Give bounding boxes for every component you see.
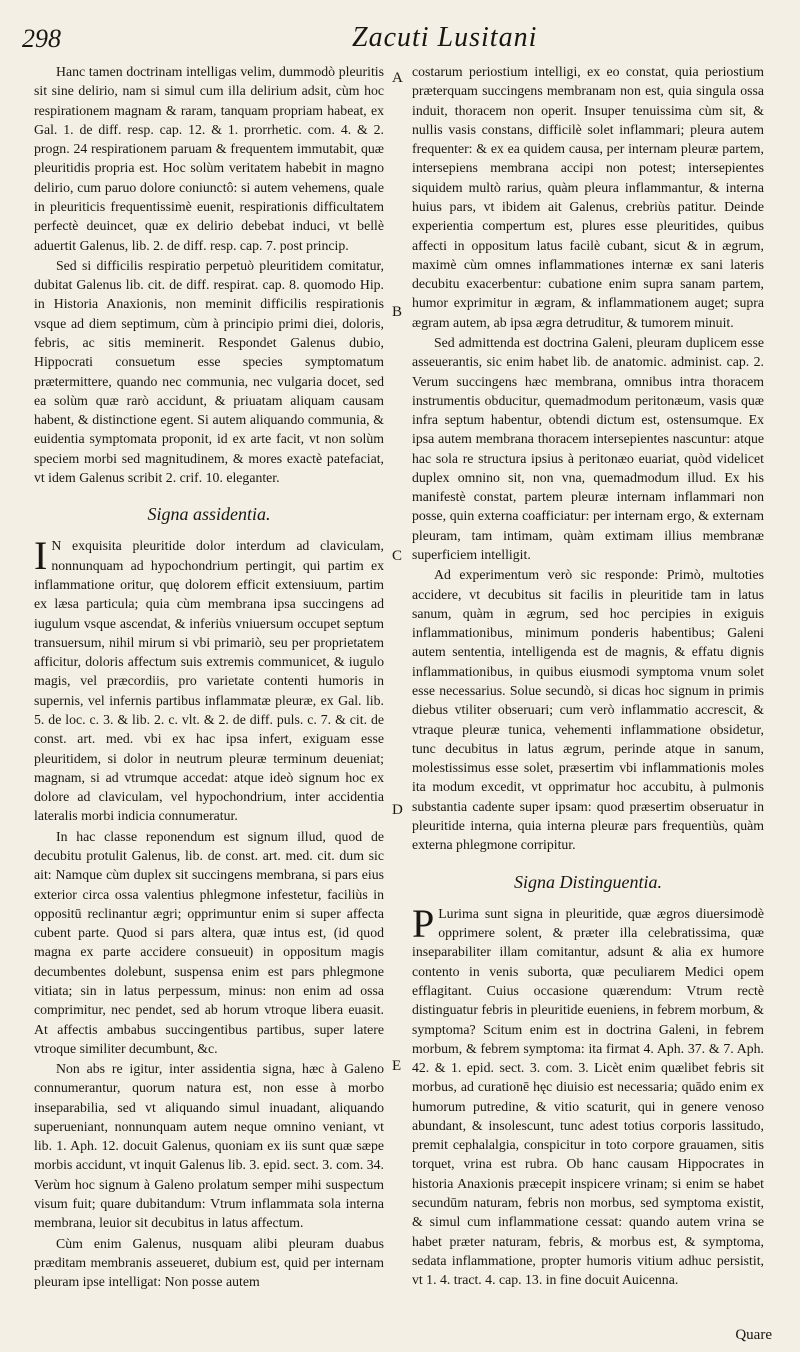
page-number: 298 [22,24,61,53]
paragraph: Ad experimentum verò sic responde: Primò, multoties accidere, vt decubitus sit facilis in pleuritide tam in latus sanum, quàm in ægrum, sed hoc percipies in exiguis inflammationibus, minimum ponderis habentibus; Galeni autem sententia, intelligenda est de magnis, & effatu dignis inflammationibus, in quibus eiusmodi symptoma vnum solet esse necessarius. Solue secundò, si dicas hoc signum in primis diebus vtiliter obseruari; cum verò inflammatio accrescit, & vtraque pleuræ tunica, vehementi inflammatione obsidetur, tunc decubitus in latus ægrum, perinde atque in sanum, molestissimus esse solet, præsertim vbi inflammationis moles ita modum excedit, vt opprimatur hoc accubitu, à pulmonis substantia cadente super ipsam: quod præsertim obseruatur in pleuritide interna, quia interna pleuræ pars frequentiùs, quàm externa phlegmone corripitur. [412,567,764,853]
paragraph-text: N exquisita pleuritide dolor interdum ad claviculam, nonnunquam ad hypochondrium pertingit, qui partim ex inflammatione oritur, quę dolorem efficit extensiuum, partim ex læsa particula; quia cùm membrana ipsa succingens ad iugulum vsque ascendat, & inferiùs vniuersum occupet septum transuersum, nihil mirum si vbi primariò, seu per proprietatem afficitur, doloris affectum suis extremis communicet, & iugulo magis, vel præcordiis, pro varietate contenti humoris in supernis, vel infernis partibus inflammatæ pleuræ, ex Gal. lib. 5. de loc. c. 3. & lib. 2. c. vlt. & 2. de diff. puls. c. 7. & cit. de const. art. med. vbi ex hac ipsa infert, exiguam esse pleuritidem, si dolor in neutrum pleuræ terminum deueniat; magnam, si ad vtrumque accedat: atque ideò signum hoc ex dolore ad claviculam, vel hypochondrium, inter accidentia lateralis morbi indicia connumeratur. [34,538,384,824]
paragraph-text: Lurima sunt signa in pleuritide, quæ ægros diuersimodè opprimere solent, & præter illa celebratissima, quæ inseparabiliter illam comitantur, adsunt & alia ex humore contento in venis suborta, quæ peculiarem Medici opem efflagitant. Cuius occasione quærendum: Vtrum rectè distinguatur febris in pleuritide eueniens, in febrem morbum, & symptoma? Scitum enim est in doctrina Galeni, in febrem morbum, & febrem symptoma: ita firmat 4. Aph. 37. & 7. Aph. 42. & 1. epid. sect. 3. com. 3. Licèt enim quælibet febris sit morbus, ad curationē hęc diuisio est necessaria; quādo enim ex humorum putredine, & vitio scaturit, qui in genere venoso abundant, & insolescunt, tunc adest totius corporis lassitudo, premit cephalalgia, conspicitur in toto corpore grauamen, sitis torquet, vrina est rubra. Ob hanc causam Hippocrates in historia Anaxionis præcepit inspicere vrinam; si enim se habet secundūm naturam, febris non morbus, sed symptoma existit, & simul cum inflammatione cessat: quando autem vrina se habet præter naturam, febris, & morbus est, & symptoma, sedata inflammatione, propter humoris vitium adhuc persistit, vt 1. 4. tract. 4. cap. 13. in fine docuit Auicenna. [412,905,764,1288]
paragraph: Sed admittenda est doctrina Galeni, pleuram duplicem esse asseuerantis, sic enim habet lib. de anatomic. administ. cap. 2. Verum succingens hæc membrana, omnibus intra thoracem instrumentis obducitur, quemadmodum peritonæum, vasis quæ infra septum habentur, obtendi dictum est, ostensumque. Ex ipsa autem membrana thoracem intersepientes nascuntur: atque hac sola re structura ipsius à peritonæo euariat, quòd videlicet duplex omnino sit, non vna, quemadmodum illud. Ex his manifestè constat, partem pleuræ internam inflammari non posse, quin externa coafficiatur: per internam ergo, & externam pleuram, tam intimam, quàm extimam illius membranæ superficiem intelligit. [412,334,764,563]
paragraph-with-initial [34,533,384,825]
paragraph: costarum periostium intelligi, ex eo constat, quia periostium præterquam succingens membranam non est, quia singula ossa induit, thoracem non operit. Insuper tenuissima cùm sit, & nullis vasis constans, difficilè solet inflammari; pleura autem frequenter: & ex ea quidem causa, per internam pleuræ partem, intersepiens membrana accipi non potest; intersepientes siquidem multò rarius, quàm pleura inflammantur, & interna huius pars, vt ibidem ait Galenus, crebriùs patitur. Deinde experientia compertum est, plures esse pleuritides, quibus affecti in oppositum latus facilè cubant, sicut & in ægrum, maximè cùm omnes inflammationes internæ ex sani lateris decubitu exacerbentur: cubatione enim supra sanam partem, humor exprimitur in ægram, & inflammationem auget; supra ægram autem, ab ipsa ægra detruditur, & tumorem minuit. [412,64,764,330]
margin-letter-a: A [392,70,403,86]
drop-cap: I [34,533,48,579]
running-title: Zacuti Lusitani [352,22,538,53]
margin-letter-c: C [392,548,403,564]
paragraph: Non abs re igitur, inter assidentia signa, hæc à Galeno connumerantur, quorum natura est, non esse à morbo inseparabilia, sed vt aliquando simul inuadant, aliquando superueniant, nonnunquam autem neque omnino veniant, vt lib. 1. Aph. 12. docuit Galenus, quoniam ex iis sunt quæ sæpe morbis accidunt, vt inquit Galenus lib. 3. epid. sect. 3. com. 34. Verùm hoc signum à Galeno prolatum semper mihi suspectum visum fuit; quare dubitandum: Vtrum inflammata sola interna membrana, leuior sit decubitus in latus affectum. [34,1061,384,1231]
paragraph: In hac classe reponendum est signum illud, quod de decubitu protulit Galenus, lib. de const. art. med. cit. dum sic ait: Namque cùm duplex sit succingens membrana, si pars eius exterior circa ossa valentius phlegmone infestetur, faciliùs in oppositū reclinantur ægri; opprimuntur enim si super affecta cubent parte. Quod si pars altera, quæ intus est, (id quod magna ex parte accidere consueuit) in oppositum magis decumbentes dolebunt, suspensa enim est pars phlegmone vitiata; sin in latus perpessum, minus: non enim ad ossa comprimitur, nec pendet, sed ab horum vtroque libera euasit. At affectis ambabus succingentibus partibus, super latere vtroque similiter decumbunt, &c. [34,828,384,1056]
margin-letter-e: E [392,1058,402,1074]
catchword: Quare [735,1327,772,1343]
section-heading: Signa assidentia. [147,504,271,525]
margin-letter-d: D [392,802,403,818]
drop-cap: P [412,900,435,946]
left-column [34,62,384,1291]
page-header [22,14,774,58]
paragraph: Cùm enim Galenus, nusquam alibi pleuram duabus præditam membranis asseueret, dubium est, quid per internam pleuram ipse intelligat: Non posse autem [34,1235,384,1290]
right-column [412,62,764,1289]
paragraph: Sed si difficilis respiratio perpetuò pleuritidem comitatur, dubitat Galenus lib. cit. de diff. respirat. cap. 8. quomodo Hip. in Historia Anaxionis, non meminit difficilis respirationis vsque ad diem septimum, cùm à principio primi diei, doloris, febris, ac sitis meminerit. Respondet Galenus dubio, Hippocrati consuetum esse species symptomatum prætermittere, quando nec communia, nec vulgaria docet, sed ea solùm quæ rarò accidunt, & priuatam aliquam causam habent, & distinctione egent. Si autem aliquando communia, & euidentia symptomata proponit, id ex arte facit, vt non solùm speciem morbi sed magnitudinem, & mores exactè patefaciat, vt idem Galenus scribit 2. crif. 10. eleganter. [34,257,384,485]
section-heading: Signa Distinguentia. [514,871,662,892]
paragraph: Hanc tamen doctrinam intelligas velim, dummodò pleuritis sit sine delirio, nam si simul cum illa delirium adsit, cùm hoc respirationem magnam & raram, tanquam propriam habeat, ex Gal. 1. de diff. resp. cap. 12. & 1. prorrhetic. com. 4. & 2. progn. 24 respirationem paruam & frequentem immutabit, quæ pleuritidis propria est. Hoc solùm veritatem habebit in magno delirio, cum paruo dolore coniunctô: si autem vehemens, quale in pleuriticis frequentissimè euenit, respirationis difficultatem perfectè deuincet, quæ ex delirio debebat induci, vt bellè aduertit Galenus, lib. 2. de diff. resp. cap. 7. post princip. [34,64,384,253]
margin-letter-b: B [392,304,403,320]
paragraph-with-initial [412,900,764,1290]
